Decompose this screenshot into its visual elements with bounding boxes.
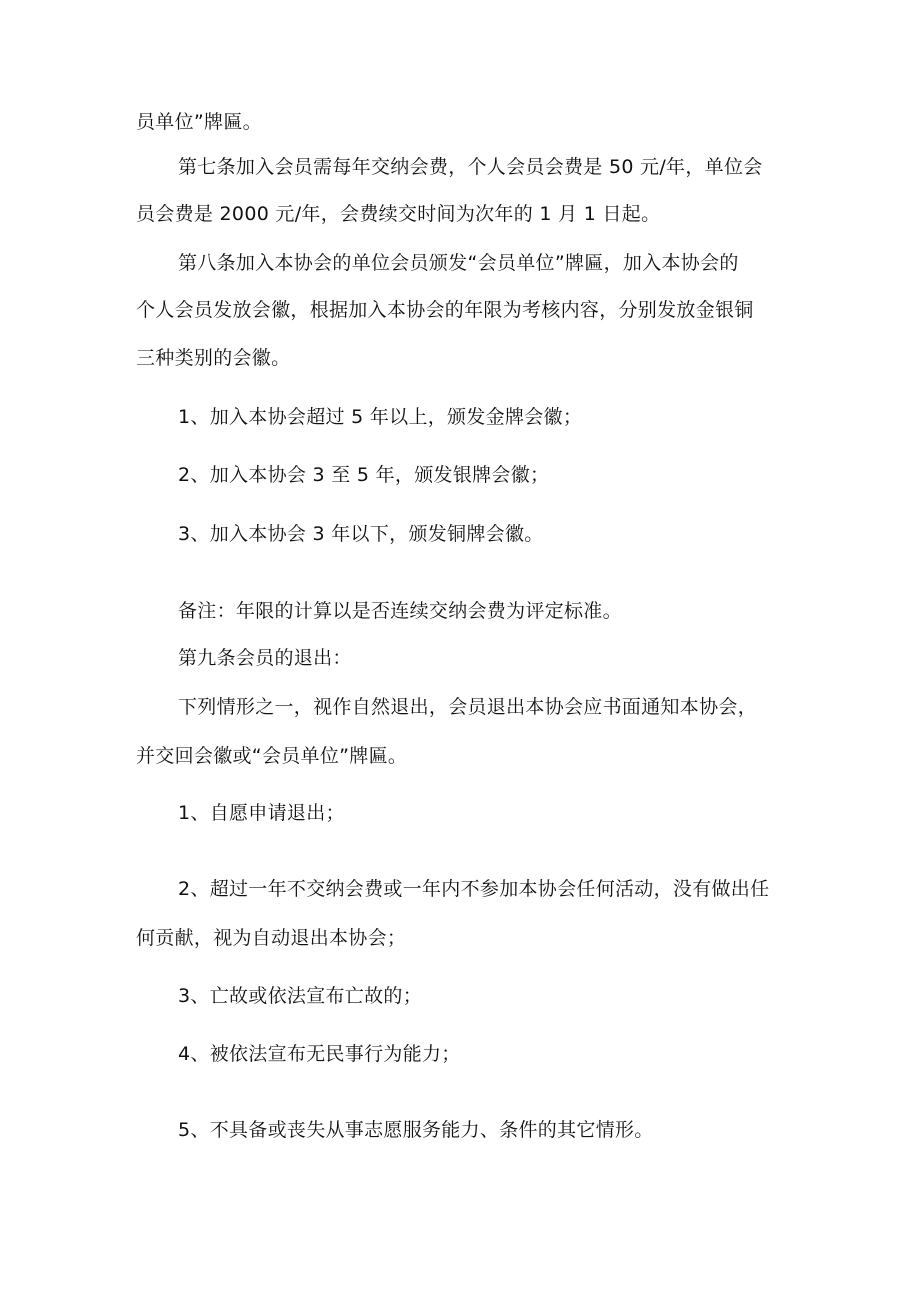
text-line: 员单位”牌匾。 xyxy=(136,111,262,133)
text-line: 第七条加入会员需每年交纳会费，个人会员会费是 50 元/年，单位会 xyxy=(178,156,763,178)
text-line: 备注：年限的计算以是否连续交纳会费为评定标准。 xyxy=(178,600,622,622)
text-line: 3、亡故或依法宣布亡故的； xyxy=(178,985,422,1007)
text-line: 下列情形之一，视作自然退出，会员退出本协会应书面通知本协会， xyxy=(178,696,758,718)
text-line: 2、超过一年不交纳会费或一年内不参加本协会任何活动，没有做出任 xyxy=(178,878,770,900)
text-line: 并交回会徽或“会员单位”牌匾。 xyxy=(136,745,408,767)
text-line: 个人会员发放会徽，根据加入本协会的年限为考核内容，分别发放金银铜 xyxy=(136,299,754,321)
text-line: 1、加入本协会超过 5 年以上，颁发金牌会徽； xyxy=(178,406,583,428)
text-line: 2、加入本协会 3 至 5 年，颁发银牌会徽； xyxy=(178,464,550,486)
text-line: 3、加入本协会 3 年以下，颁发铜牌会徽。 xyxy=(178,523,544,545)
text-line: 第八条加入本协会的单位会员颁发“会员单位”牌匾，加入本协会的 xyxy=(178,252,739,274)
text-line: 何贡献，视为自动退出本协会； xyxy=(136,927,407,949)
text-line: 5、不具备或丧失从事志愿服务能力、条件的其它情形。 xyxy=(178,1119,654,1141)
text-line: 4、被依法宣布无民事行为能力； xyxy=(178,1043,461,1065)
text-line: 员会费是 2000 元/年，会费续交时间为次年的 1 月 1 日起。 xyxy=(136,203,661,225)
text-line: 第九条会员的退出： xyxy=(178,647,352,669)
text-line: 三种类别的会徽。 xyxy=(136,347,291,369)
text-line: 1、自愿申请退出； xyxy=(178,802,345,824)
